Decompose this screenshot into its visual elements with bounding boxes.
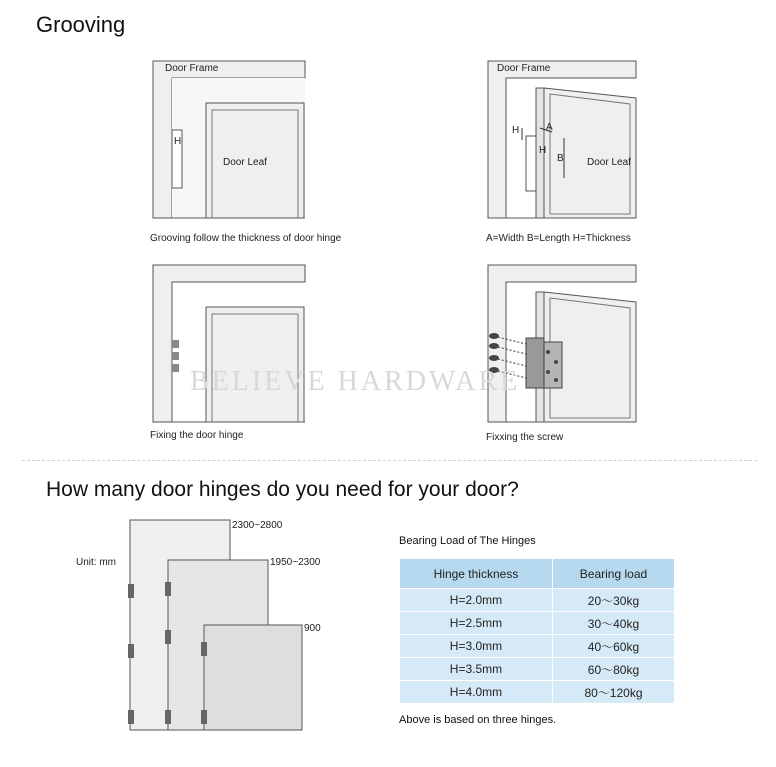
table-cell: H=4.0mm bbox=[400, 681, 553, 704]
fixing-hinge-caption: Fixing the door hinge bbox=[150, 430, 244, 441]
fixing-screw-caption: Fixxing the screw bbox=[486, 432, 564, 443]
table-cell: 80～120kg bbox=[552, 681, 674, 704]
b-dimension-label: B bbox=[557, 153, 564, 164]
fixing-hinge-diagram bbox=[150, 262, 310, 427]
table-header-thickness: Hinge thickness bbox=[400, 559, 553, 589]
height-label-large: 2300~2800 bbox=[232, 520, 283, 531]
question-title: How many door hinges do you need for your door? bbox=[46, 478, 519, 501]
load-table-title: Bearing Load of The Hinges bbox=[399, 535, 536, 547]
table-header-load: Bearing load bbox=[552, 559, 674, 589]
table-row bbox=[400, 635, 675, 658]
table-cell: 20～30kg bbox=[552, 589, 674, 612]
height-label-small: 900 bbox=[304, 623, 321, 634]
table-row bbox=[400, 681, 675, 704]
h-small-label: H bbox=[512, 125, 520, 136]
unit-label: Unit: mm bbox=[76, 557, 116, 568]
table-cell: 30～40kg bbox=[552, 612, 674, 635]
table-row bbox=[400, 658, 675, 681]
door-frame-label: Door Frame bbox=[165, 63, 219, 74]
dimension-caption: A=Width B=Length H=Thickness bbox=[486, 233, 631, 244]
table-row bbox=[400, 612, 675, 635]
table-row bbox=[400, 589, 675, 612]
table-cell: H=3.0mm bbox=[400, 635, 553, 658]
table-cell: H=2.0mm bbox=[400, 589, 553, 612]
table-cell: H=3.5mm bbox=[400, 658, 553, 681]
grooving-title: Grooving bbox=[36, 12, 126, 37]
grooving-caption: Grooving follow the thickness of door hinge bbox=[150, 233, 342, 244]
table-cell: 40～60kg bbox=[552, 635, 674, 658]
height-label-medium: 1950~2300 bbox=[270, 557, 321, 568]
hinge-dimension-diagram bbox=[486, 58, 638, 223]
hinge-count-diagram bbox=[126, 518, 306, 734]
a-dimension-label: A bbox=[546, 122, 553, 133]
door-frame-label-2: Door Frame bbox=[497, 63, 551, 74]
h-dimension-label: H bbox=[539, 145, 547, 156]
section-divider bbox=[22, 460, 757, 461]
table-cell: 60～80kg bbox=[552, 658, 674, 681]
fixing-screw-diagram bbox=[486, 262, 638, 427]
hinge-h-label: H bbox=[174, 136, 182, 147]
load-table-note: Above is based on three hinges. bbox=[399, 714, 557, 726]
bearing-load-table bbox=[399, 558, 675, 704]
table-cell: H=2.5mm bbox=[400, 612, 553, 635]
watermark-text: BELIEVE HARDWARE bbox=[190, 366, 521, 397]
door-leaf-label: Door Leaf bbox=[223, 157, 267, 168]
door-leaf-label-2: Door Leaf bbox=[587, 157, 631, 168]
